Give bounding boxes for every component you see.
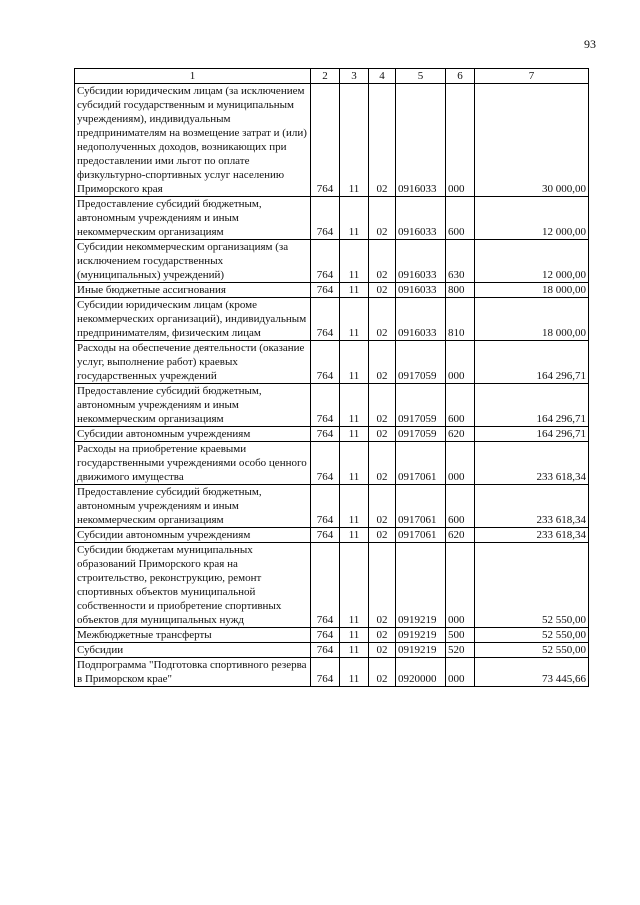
header-col-7: 7 bbox=[475, 69, 589, 84]
header-col-2: 2 bbox=[311, 69, 340, 84]
row-col-2: 764 bbox=[311, 384, 340, 427]
row-name: Подпрограмма "Подготовка спортивного резерва в Приморском крае" bbox=[75, 658, 311, 687]
row-col-3: 11 bbox=[340, 528, 369, 543]
row-col-6: 810 bbox=[446, 298, 475, 341]
row-col-6: 600 bbox=[446, 384, 475, 427]
row-amount: 18 000,00 bbox=[475, 283, 589, 298]
row-col-5: 0919219 bbox=[396, 643, 446, 658]
row-col-3: 11 bbox=[340, 341, 369, 384]
row-col-6: 500 bbox=[446, 628, 475, 643]
row-col-4: 02 bbox=[369, 341, 396, 384]
row-amount: 12 000,00 bbox=[475, 197, 589, 240]
row-col-3: 11 bbox=[340, 283, 369, 298]
row-col-3: 11 bbox=[340, 298, 369, 341]
row-col-5: 0917059 bbox=[396, 427, 446, 442]
row-name: Субсидии некоммерческим организациям (за исключением государственных (муниципальных) учреждений) bbox=[75, 240, 311, 283]
row-col-6: 000 bbox=[446, 84, 475, 197]
table-row bbox=[75, 240, 589, 283]
row-col-5: 0917061 bbox=[396, 485, 446, 528]
row-name: Предоставление субсидий бюджетным, автономным учреждениям и иным некоммерческим организациям bbox=[75, 384, 311, 427]
table-row bbox=[75, 341, 589, 384]
row-col-6: 800 bbox=[446, 283, 475, 298]
row-amount: 164 296,71 bbox=[475, 341, 589, 384]
row-col-2: 764 bbox=[311, 628, 340, 643]
row-col-5: 0916033 bbox=[396, 240, 446, 283]
row-col-2: 764 bbox=[311, 485, 340, 528]
row-col-5: 0916033 bbox=[396, 283, 446, 298]
row-col-3: 11 bbox=[340, 197, 369, 240]
row-amount: 233 618,34 bbox=[475, 485, 589, 528]
row-col-4: 02 bbox=[369, 643, 396, 658]
row-col-6: 600 bbox=[446, 485, 475, 528]
row-col-2: 764 bbox=[311, 543, 340, 628]
row-col-2: 764 bbox=[311, 240, 340, 283]
table-row bbox=[75, 543, 589, 628]
row-col-2: 764 bbox=[311, 298, 340, 341]
row-col-2: 764 bbox=[311, 442, 340, 485]
budget-table bbox=[74, 68, 589, 687]
row-col-4: 02 bbox=[369, 427, 396, 442]
row-col-3: 11 bbox=[340, 442, 369, 485]
row-name: Предоставление субсидий бюджетным, автономным учреждениям и иным некоммерческим организациям bbox=[75, 197, 311, 240]
row-col-3: 11 bbox=[340, 658, 369, 687]
header-col-3: 3 bbox=[340, 69, 369, 84]
row-col-2: 764 bbox=[311, 84, 340, 197]
row-col-5: 0917059 bbox=[396, 341, 446, 384]
row-name: Субсидии автономным учреждениям bbox=[75, 427, 311, 442]
row-amount: 73 445,66 bbox=[475, 658, 589, 687]
row-col-3: 11 bbox=[340, 543, 369, 628]
table-row bbox=[75, 384, 589, 427]
header-col-6: 6 bbox=[446, 69, 475, 84]
row-amount: 12 000,00 bbox=[475, 240, 589, 283]
row-col-2: 764 bbox=[311, 658, 340, 687]
table-row bbox=[75, 628, 589, 643]
row-col-5: 0916033 bbox=[396, 197, 446, 240]
row-col-2: 764 bbox=[311, 427, 340, 442]
row-amount: 164 296,71 bbox=[475, 427, 589, 442]
row-col-6: 000 bbox=[446, 658, 475, 687]
header-col-1: 1 bbox=[75, 69, 311, 84]
row-col-3: 11 bbox=[340, 427, 369, 442]
row-col-3: 11 bbox=[340, 84, 369, 197]
row-col-4: 02 bbox=[369, 84, 396, 197]
table-row bbox=[75, 84, 589, 197]
header-col-5: 5 bbox=[396, 69, 446, 84]
row-col-5: 0920000 bbox=[396, 658, 446, 687]
row-col-4: 02 bbox=[369, 543, 396, 628]
row-col-3: 11 bbox=[340, 384, 369, 427]
table-row bbox=[75, 427, 589, 442]
row-name: Субсидии бюджетам муниципальных образований Приморского края на строительство, реконструкцию, ремонт спортивных объектов муниципальной собственности и приобретение спортивных объектов для муниципальных нужд bbox=[75, 543, 311, 628]
table-header bbox=[75, 69, 589, 84]
row-col-4: 02 bbox=[369, 384, 396, 427]
row-col-6: 620 bbox=[446, 427, 475, 442]
row-col-2: 764 bbox=[311, 197, 340, 240]
row-amount: 233 618,34 bbox=[475, 528, 589, 543]
row-name: Субсидии юридическим лицам (за исключением субсидий государственным и муниципальным учреждениям), индивидуальным предпринимателям на возмещение затрат и (или) недополученных доходов, возникающих при предоставлении ими льгот по оплате физкультурно-спортивных услуг населению Приморского края bbox=[75, 84, 311, 197]
table-row bbox=[75, 197, 589, 240]
row-col-3: 11 bbox=[340, 628, 369, 643]
row-col-4: 02 bbox=[369, 658, 396, 687]
row-name: Предоставление субсидий бюджетным, автономным учреждениям и иным некоммерческим организациям bbox=[75, 485, 311, 528]
table-row bbox=[75, 528, 589, 543]
row-col-5: 0916033 bbox=[396, 84, 446, 197]
header-row bbox=[75, 69, 589, 84]
row-col-6: 000 bbox=[446, 543, 475, 628]
row-col-4: 02 bbox=[369, 528, 396, 543]
row-col-4: 02 bbox=[369, 240, 396, 283]
row-col-4: 02 bbox=[369, 442, 396, 485]
table-body bbox=[75, 84, 589, 687]
row-name: Субсидии bbox=[75, 643, 311, 658]
row-col-4: 02 bbox=[369, 628, 396, 643]
row-name: Субсидии автономным учреждениям bbox=[75, 528, 311, 543]
row-col-2: 764 bbox=[311, 283, 340, 298]
row-amount: 18 000,00 bbox=[475, 298, 589, 341]
table-row bbox=[75, 298, 589, 341]
table-row bbox=[75, 658, 589, 687]
row-col-5: 0917059 bbox=[396, 384, 446, 427]
header-col-4: 4 bbox=[369, 69, 396, 84]
row-amount: 233 618,34 bbox=[475, 442, 589, 485]
row-amount: 30 000,00 bbox=[475, 84, 589, 197]
row-col-5: 0917061 bbox=[396, 442, 446, 485]
row-name: Межбюджетные трансферты bbox=[75, 628, 311, 643]
table-row bbox=[75, 485, 589, 528]
page-number: 93 bbox=[584, 37, 596, 51]
row-amount: 164 296,71 bbox=[475, 384, 589, 427]
row-col-5: 0916033 bbox=[396, 298, 446, 341]
row-col-6: 000 bbox=[446, 442, 475, 485]
row-col-4: 02 bbox=[369, 298, 396, 341]
row-col-4: 02 bbox=[369, 283, 396, 298]
row-amount: 52 550,00 bbox=[475, 543, 589, 628]
row-col-6: 620 bbox=[446, 528, 475, 543]
row-name: Расходы на обеспечение деятельности (оказание услуг, выполнение работ) краевых государственных учреждений bbox=[75, 341, 311, 384]
row-col-2: 764 bbox=[311, 528, 340, 543]
row-name: Субсидии юридическим лицам (кроме некоммерческих организаций), индивидуальным предпринимателям, физическим лицам bbox=[75, 298, 311, 341]
row-col-3: 11 bbox=[340, 643, 369, 658]
row-col-6: 630 bbox=[446, 240, 475, 283]
row-col-3: 11 bbox=[340, 485, 369, 528]
row-col-6: 520 bbox=[446, 643, 475, 658]
row-col-3: 11 bbox=[340, 240, 369, 283]
row-col-2: 764 bbox=[311, 643, 340, 658]
table-row bbox=[75, 442, 589, 485]
row-amount: 52 550,00 bbox=[475, 643, 589, 658]
row-col-4: 02 bbox=[369, 197, 396, 240]
row-col-6: 000 bbox=[446, 341, 475, 384]
table-row bbox=[75, 283, 589, 298]
row-col-5: 0917061 bbox=[396, 528, 446, 543]
table-row bbox=[75, 643, 589, 658]
row-col-5: 0919219 bbox=[396, 543, 446, 628]
row-name: Иные бюджетные ассигнования bbox=[75, 283, 311, 298]
row-col-2: 764 bbox=[311, 341, 340, 384]
row-col-4: 02 bbox=[369, 485, 396, 528]
row-col-6: 600 bbox=[446, 197, 475, 240]
row-name: Расходы на приобретение краевыми государственными учреждениями особо ценного движимого имущества bbox=[75, 442, 311, 485]
row-col-5: 0919219 bbox=[396, 628, 446, 643]
row-amount: 52 550,00 bbox=[475, 628, 589, 643]
